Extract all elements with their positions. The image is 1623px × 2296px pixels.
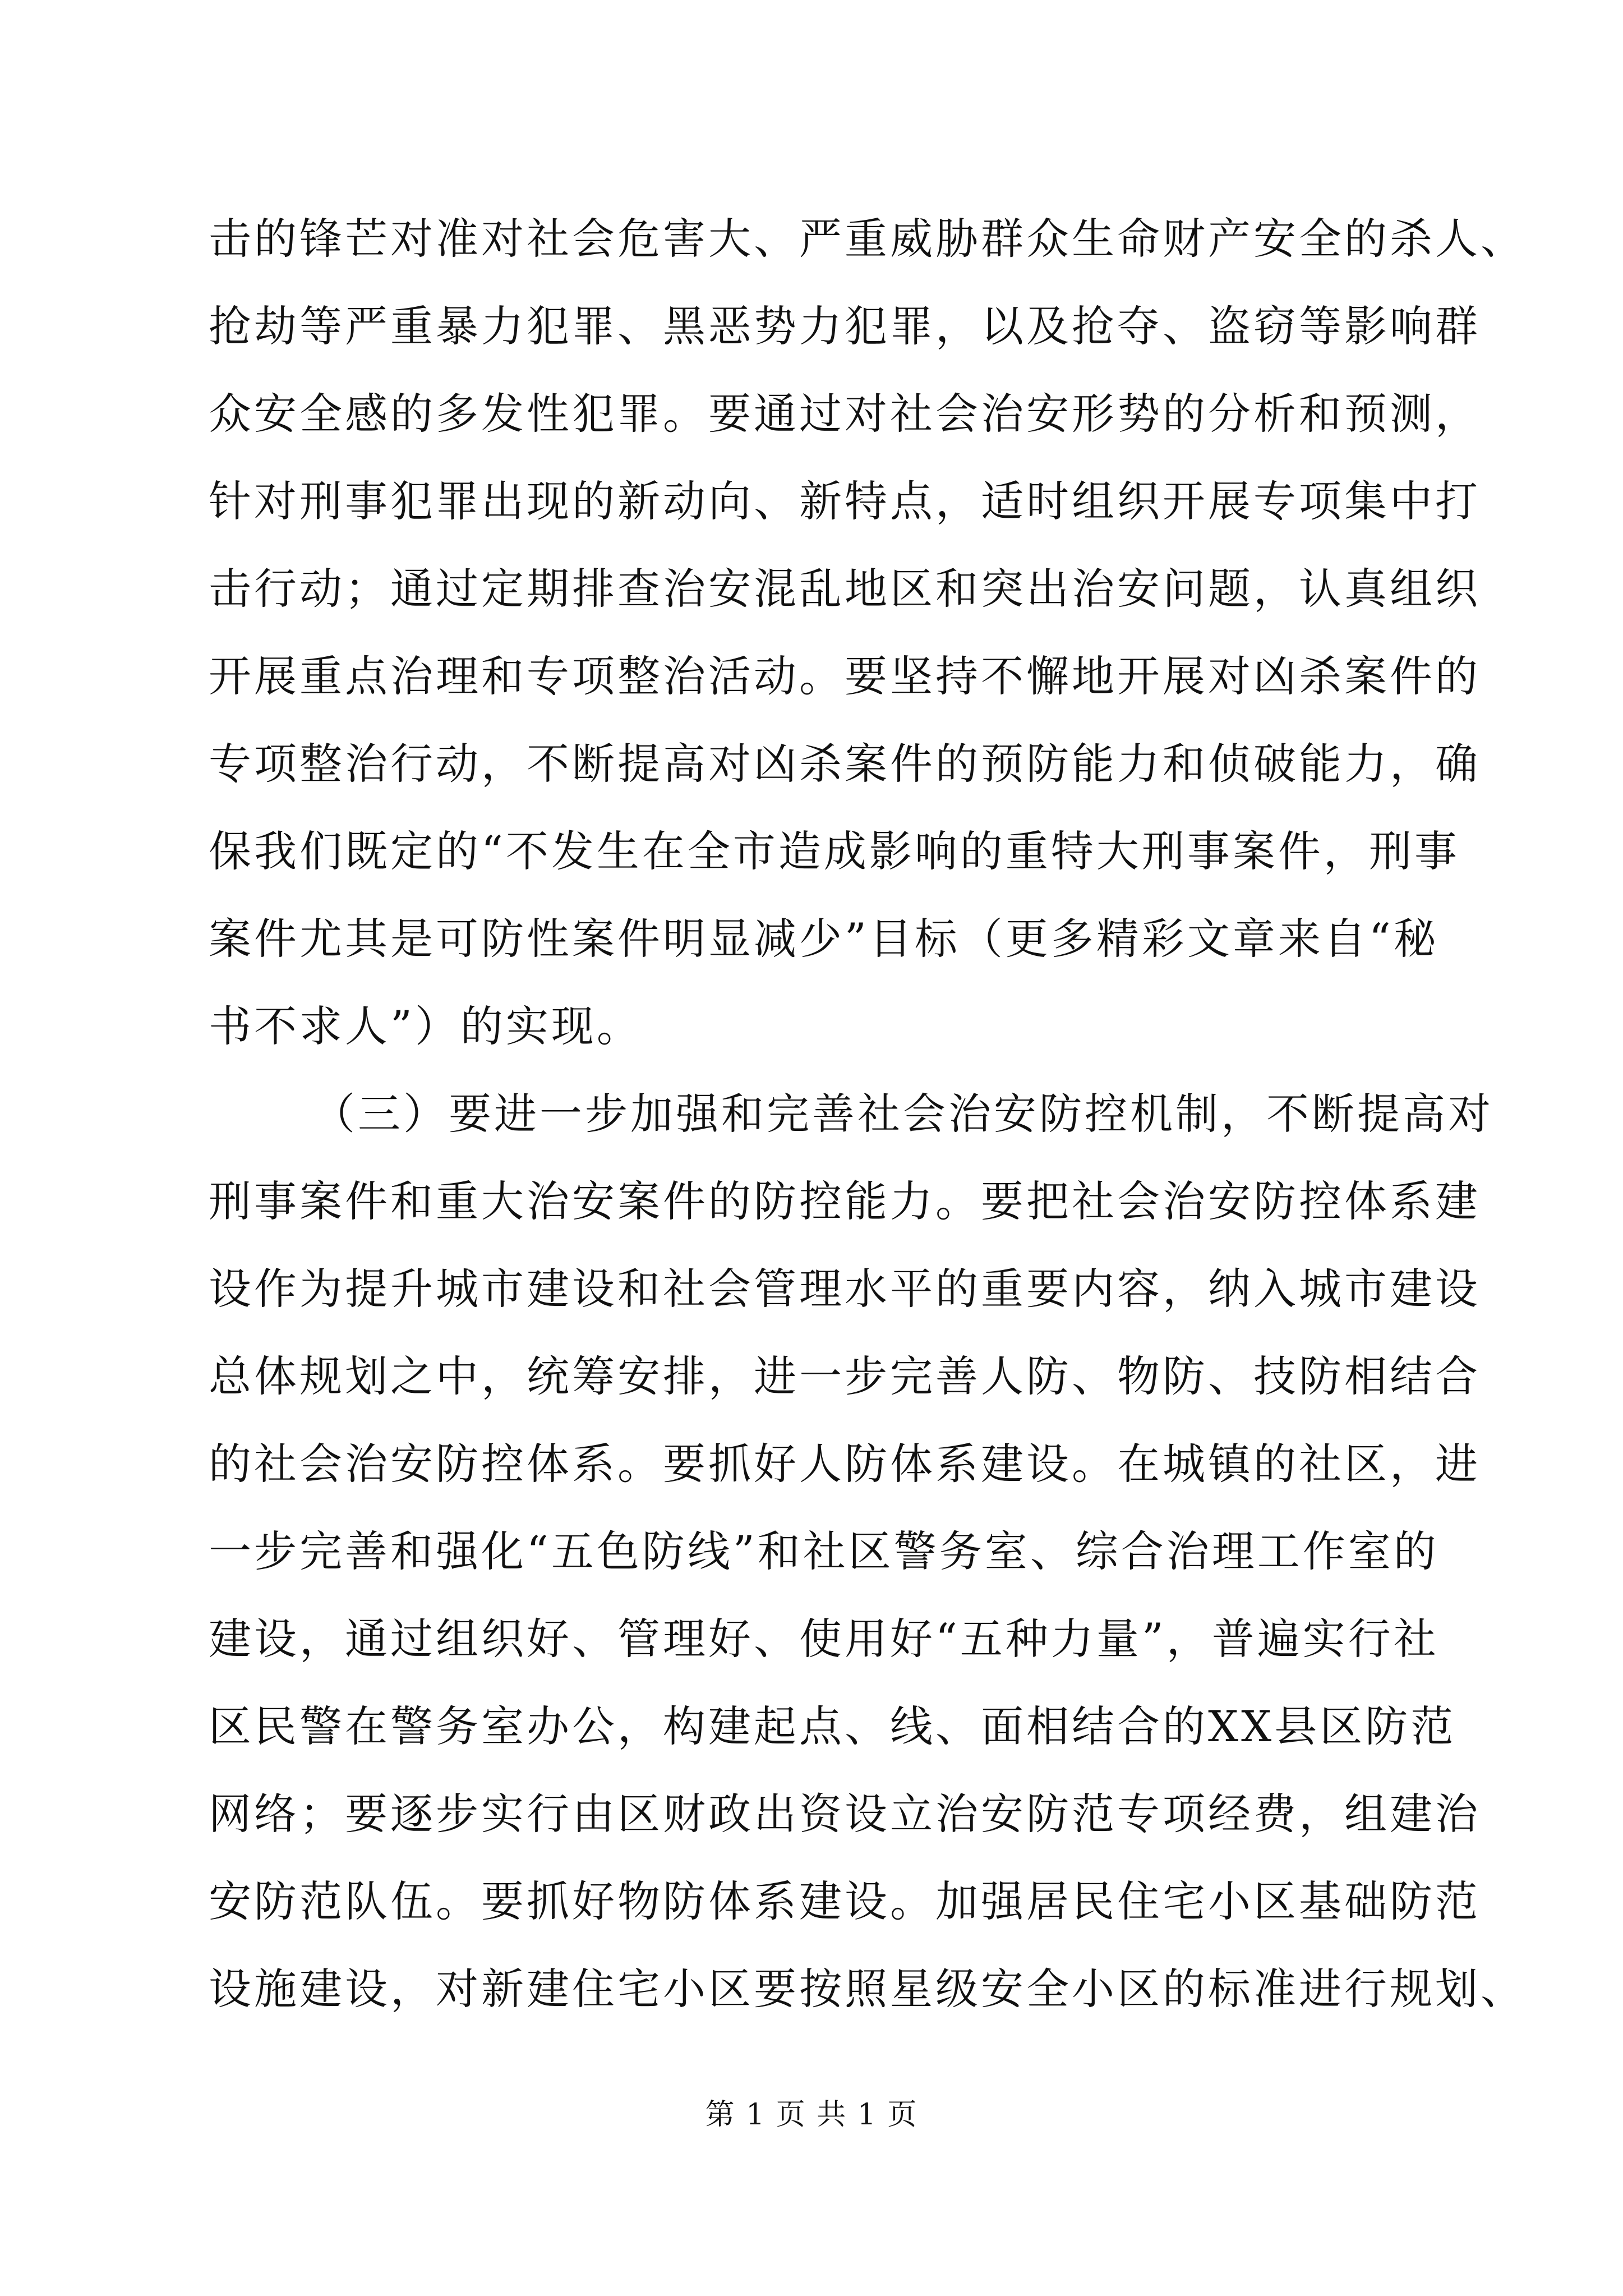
- text-line: 击的锋芒对准对社会危害大、严重威胁群众生命财产安全的杀人、: [209, 214, 1526, 264]
- text-line: 抢劫等严重暴力犯罪、黑恶势力犯罪，以及抢夺、盗窃等影响群: [209, 301, 1481, 351]
- document-body: [209, 195, 1526, 2033]
- text-line: 安防范队伍。要抓好物防体系建设。加强居民住宅小区基础防范: [209, 1876, 1481, 1926]
- text-line: （三）要进一步加强和完善社会治安防控机制，不断提高对: [312, 1089, 1493, 1139]
- text-line: 网络；要逐步实行由区财政出资设立治安防范专项经费，组建治: [209, 1789, 1481, 1839]
- text-line: 开展重点治理和专项整治活动。要坚持不懈地开展对凶杀案件的: [209, 651, 1481, 701]
- text-line: 案件尤其是可防性案件明显减少”目标（更多精彩文章来自“秘: [209, 914, 1439, 964]
- text-line: 专项整治行动，不断提高对凶杀案件的预防能力和侦破能力，确: [209, 739, 1481, 789]
- text-line: 针对刑事犯罪出现的新动向、新特点，适时组织开展专项集中打: [209, 476, 1481, 526]
- text-line: 书不求人”）的实现。: [209, 1001, 642, 1051]
- text-line: 的社会治安防控体系。要抓好人防体系建设。在城镇的社区，进: [209, 1439, 1481, 1489]
- page-footer: [0, 2092, 1623, 2137]
- text-line: 建设，通过组织好、管理好、使用好“五种力量”，普遍实行社: [209, 1614, 1439, 1664]
- text-line: 击行动；通过定期排查治安混乱地区和突出治安问题，认真组织: [209, 564, 1481, 614]
- paragraph-continued: [209, 195, 1526, 1070]
- text-line: 区民警在警务室办公，构建起点、线、面相结合的XX县区防范: [209, 1701, 1456, 1751]
- page-number-label: 第 1 页 共 1 页: [705, 2098, 918, 2132]
- text-line: 保我们既定的“不发生在全市造成影响的重特大刑事案件，刑事: [209, 826, 1460, 876]
- text-line: 总体规划之中，统筹安排，进一步完善人防、物防、技防相结合: [209, 1351, 1481, 1401]
- paragraph-three: [209, 1070, 1526, 2033]
- text-line: 设施建设，对新建住宅小区要按照星级安全小区的标准进行规划、: [209, 1964, 1526, 2014]
- text-line: 设作为提升城市建设和社会管理水平的重要内容，纳入城市建设: [209, 1264, 1481, 1314]
- text-line: 众安全感的多发性犯罪。要通过对社会治安形势的分析和预测，: [209, 389, 1481, 439]
- text-line: 刑事案件和重大治安案件的防控能力。要把社会治安防控体系建: [209, 1176, 1481, 1226]
- text-line: 一步完善和强化“五色防线”和社区警务室、综合治理工作室的: [209, 1526, 1439, 1576]
